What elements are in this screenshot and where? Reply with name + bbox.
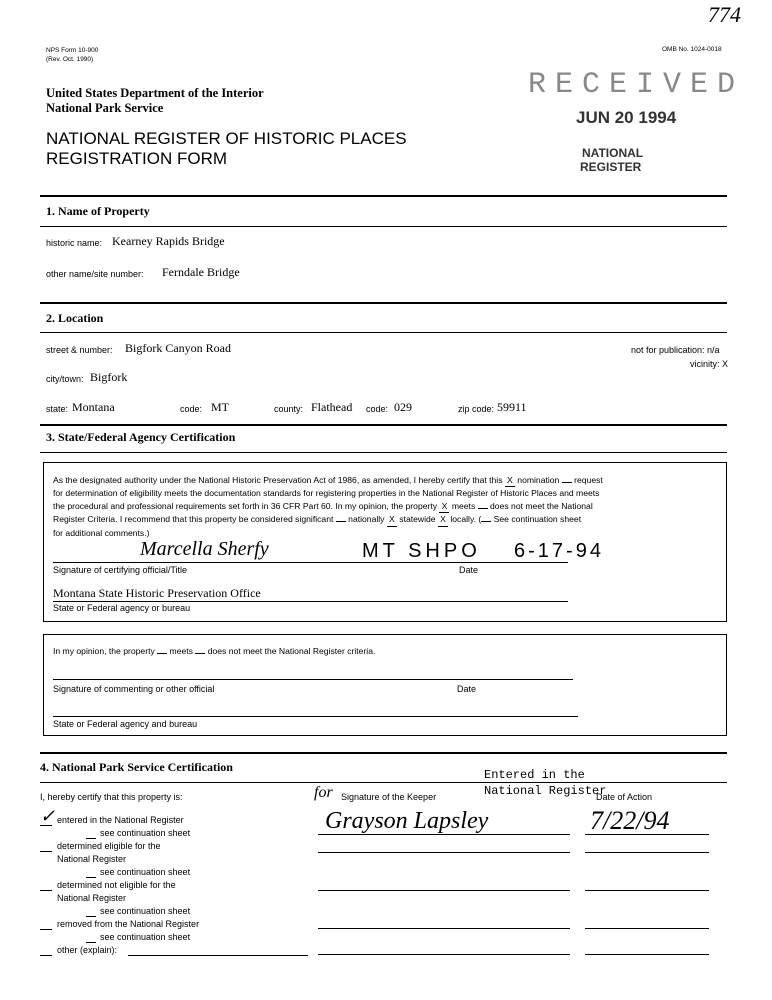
date-of-action-label: Date of Action [596, 792, 653, 802]
entered-check-mark: ✓ [40, 806, 56, 826]
state-code-label: code: [180, 404, 203, 414]
action-line-4 [585, 928, 709, 929]
opt5-blank [40, 955, 52, 956]
agency-value: Montana State Historic Preservation Office [53, 586, 261, 600]
option-eligible-line2: National Register [57, 854, 127, 864]
section2-top-rule [40, 302, 727, 304]
zip-value: 59911 [497, 400, 527, 414]
certifying-official-signature: Marcella Sherfy [140, 538, 269, 560]
other-name-value: Ferndale Bridge [162, 265, 240, 279]
opt2-cont-blank [86, 877, 96, 878]
section3-heading-rule [40, 452, 727, 453]
county-label: county: [274, 404, 304, 414]
opt3-cont-blank [86, 916, 96, 917]
keeper-signature: Grayson Lapsley [325, 808, 489, 834]
commenting-date-label: Date [457, 684, 477, 694]
keeper-signature-label: Signature of the Keeper [341, 792, 437, 802]
opt3-blank [40, 890, 52, 891]
keeper-line-1 [318, 834, 570, 835]
option-not-eligible-continuation: see continuation sheet [100, 906, 191, 916]
keeper-certify-text: I, hereby certify that this property is: [40, 792, 183, 802]
state-label: state: [46, 404, 69, 414]
date-of-action-handwritten: 7/22/94 [590, 806, 670, 835]
section4-heading-rule [40, 782, 727, 783]
state-code-value: MT [211, 400, 229, 414]
opt1-blank [40, 825, 52, 826]
option-other: other (explain): [57, 945, 118, 955]
other-explain-rule [128, 955, 308, 956]
certification-text: As the designated authority under the National Historic Preservation Act of 1986, as amended, I hereby certify that this X nomination request for determination of eligibility meets the documentation standards for registering properties in the National Register of Historic Places and meets the procedural and professional requirements set forth in 36 CFR Part 60. In my opinion, the property X meets does not meet the National Register Criteria. I recommend that this property be considered significant nationally X statewide X locally. ( See continuation sheet for additional comments.) [53, 475, 603, 538]
option-entered-continuation: see continuation sheet [100, 828, 191, 838]
corner-handwritten-mark: 774 [708, 2, 741, 27]
street-label: street & number: [46, 345, 113, 355]
not-for-publication: not for publication: n/a [631, 345, 720, 355]
for-handwritten: for [314, 784, 333, 801]
city-value: Bigfork [90, 370, 128, 384]
historic-name-value: Kearney Rapids Bridge [112, 234, 225, 248]
section4-heading: 4. National Park Service Certification [40, 760, 233, 774]
opt4-blank [40, 929, 52, 930]
action-line-1 [585, 834, 709, 835]
action-line-3 [585, 890, 709, 891]
section1-top-rule [40, 195, 727, 197]
agency-label: State or Federal agency or bureau [53, 603, 191, 613]
county-code-value: 029 [394, 400, 412, 414]
section2-heading-rule [40, 332, 727, 333]
service-name: National Park Service [46, 101, 164, 115]
keeper-line-3 [318, 890, 570, 891]
section4-top-rule [40, 752, 727, 754]
opt1-cont-blank [86, 838, 96, 839]
keeper-line-4 [318, 928, 570, 929]
action-line-5 [585, 954, 709, 955]
form-title-line2: REGISTRATION FORM [46, 149, 228, 168]
option-entered: entered in the National Register [57, 815, 184, 825]
certifying-signature-rule [53, 562, 568, 563]
opt4-cont-blank [86, 942, 96, 943]
commenting-agency-label: State or Federal agency and bureau [53, 719, 198, 729]
county-code-label: code: [366, 404, 389, 414]
option-eligible-line1: determined eligible for the [57, 841, 161, 851]
commenting-agency-rule [53, 716, 578, 717]
entered-stamp-line2: National Register [484, 784, 607, 798]
county-value: Flathead [311, 400, 353, 414]
opt2-blank [40, 851, 52, 852]
entered-stamp-line1: Entered in the [484, 768, 585, 782]
option-not-eligible-line2: National Register [57, 893, 127, 903]
option-eligible-continuation: see continuation sheet [100, 867, 191, 877]
form-title-line1: NATIONAL REGISTER OF HISTORIC PLACES [46, 129, 407, 148]
section2-heading: 2. Location [46, 311, 104, 325]
opinion-text: In my opinion, the property meets does not meet the National Register criteria. [53, 646, 376, 656]
commenting-signature-rule [53, 679, 573, 680]
section3-top-rule [40, 424, 727, 426]
zip-label: zip code: [458, 404, 495, 414]
keeper-line-2 [318, 852, 570, 853]
received-stamp-line1: NATIONAL [582, 146, 644, 160]
agency-rule [53, 601, 568, 602]
city-label: city/town: [46, 374, 84, 384]
shpo-handwritten: MT SHPO [362, 540, 481, 562]
other-name-label: other name/site number: [46, 269, 144, 279]
option-removed: removed from the National Register [57, 919, 200, 929]
action-line-2 [585, 852, 709, 853]
option-removed-continuation: see continuation sheet [100, 932, 191, 942]
certifying-signature-label: Signature of certifying official/Title [53, 565, 188, 575]
form-revision: (Rev. Oct. 1990) [46, 56, 94, 63]
state-value: Montana [72, 400, 115, 414]
section1-heading-rule [40, 226, 727, 227]
street-value: Bigfork Canyon Road [125, 341, 231, 355]
received-stamp-date: JUN 20 1994 [576, 108, 677, 127]
received-stamp-word: RECEIVED [528, 68, 745, 102]
certifying-date-label: Date [459, 565, 479, 575]
form-number: NPS Form 10-900 [46, 47, 99, 54]
commenting-signature-label: Signature of commenting or other official [53, 684, 215, 694]
keeper-line-5 [318, 954, 570, 955]
historic-name-label: historic name: [46, 238, 103, 248]
section3-heading: 3. State/Federal Agency Certification [46, 430, 236, 444]
vicinity: vicinity: X [690, 359, 729, 369]
option-not-eligible-line1: determined not eligible for the [57, 880, 176, 890]
department-name: United States Department of the Interior [46, 86, 264, 100]
received-stamp-line2: REGISTER [580, 160, 642, 174]
certification-date-handwritten: 6-17-94 [514, 540, 604, 562]
omb-number: OMB No. 1024-0018 [662, 46, 722, 53]
section1-heading: 1. Name of Property [46, 204, 150, 218]
